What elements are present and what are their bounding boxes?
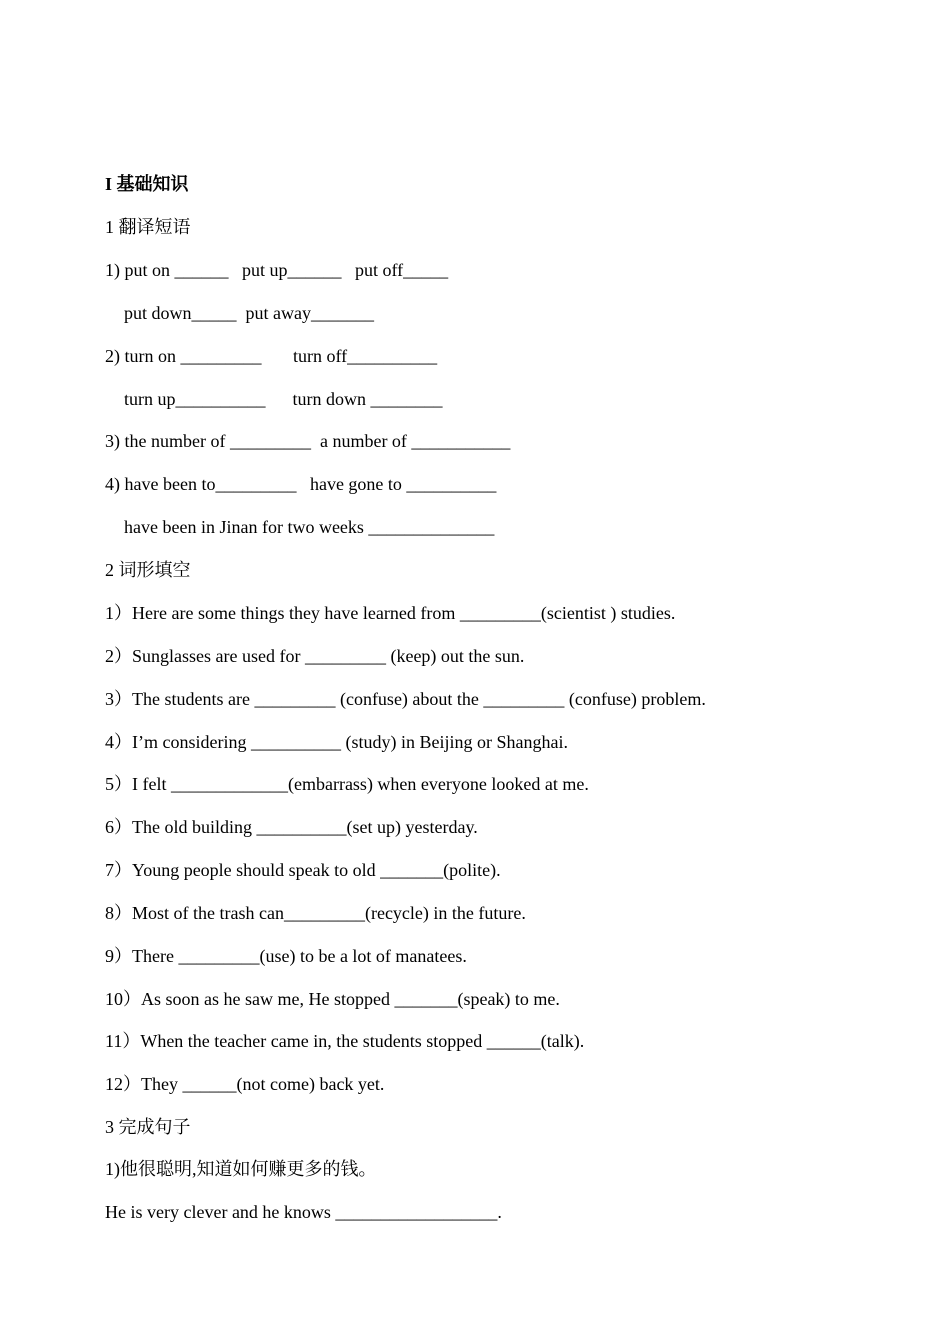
part3-heading: 3 完成句子 bbox=[105, 1117, 191, 1137]
part2-item-4: 4）I’m considering __________ (study) in Beijing or Shanghai. bbox=[105, 732, 568, 752]
part1-heading: 1 翻译短语 bbox=[105, 217, 191, 237]
part1-line-2: put down_____ put away_______ bbox=[124, 303, 374, 323]
part2-item-3: 3）The students are _________ (confuse) about the _________ (confuse) problem. bbox=[105, 689, 706, 709]
part2-item-11: 11）When the teacher came in, the students stopped ______(talk). bbox=[105, 1031, 585, 1051]
part2-item-6: 6）The old building __________(set up) yesterday. bbox=[105, 817, 478, 837]
part1-line-6: 4) have been to_________ have gone to __________ bbox=[105, 474, 497, 494]
part2-heading: 2 词形填空 bbox=[105, 560, 191, 580]
part2-item-12: 12）They ______(not come) back yet. bbox=[105, 1074, 385, 1094]
part1-line-4: turn up__________ turn down ________ bbox=[124, 389, 443, 409]
part2-item-5: 5）I felt _____________(embarrass) when everyone looked at me. bbox=[105, 774, 589, 794]
part1-line-1: 1) put on ______ put up______ put off_____ bbox=[105, 260, 449, 280]
part2-item-10: 10）As soon as he saw me, He stopped _______(speak) to me. bbox=[105, 989, 560, 1009]
part2-item-8: 8）Most of the trash can_________(recycle) in the future. bbox=[105, 903, 526, 923]
part2-item-2: 2）Sunglasses are used for _________ (keep) out the sun. bbox=[105, 646, 525, 666]
part2-item-7: 7）Young people should speak to old _______(polite). bbox=[105, 860, 501, 880]
part2-item-1: 1）Here are some things they have learned from _________(scientist ) studies. bbox=[105, 603, 676, 623]
part3-answer-line: He is very clever and he knows __________________. bbox=[105, 1202, 502, 1222]
part1-line-7: have been in Jinan for two weeks ______________ bbox=[124, 517, 495, 537]
part1-line-3: 2) turn on _________ turn off__________ bbox=[105, 346, 438, 366]
part1-line-5: 3) the number of _________ a number of ___________ bbox=[105, 431, 511, 451]
part3-question: 1)他很聪明,知道如何赚更多的钱。 bbox=[105, 1159, 377, 1179]
part2-item-9: 9）There _________(use) to be a lot of manatees. bbox=[105, 946, 467, 966]
section-title: I 基础知识 bbox=[105, 174, 189, 194]
